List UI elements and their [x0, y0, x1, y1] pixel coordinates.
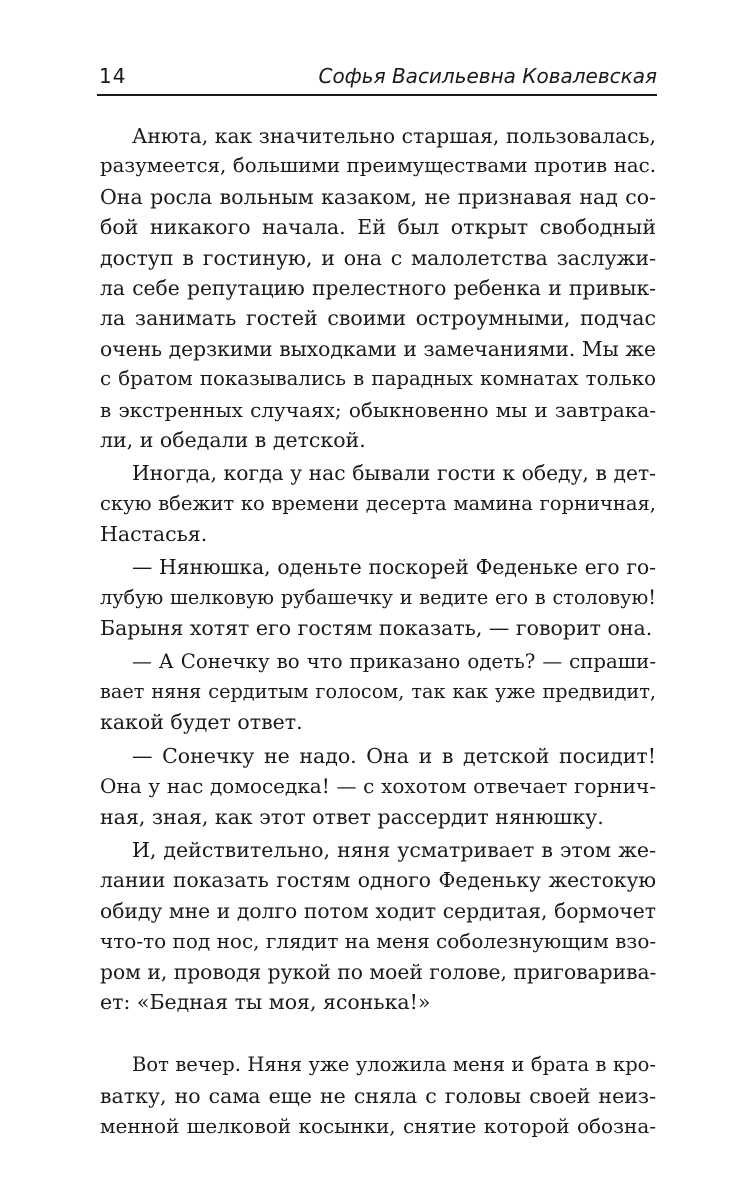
text-line: ли, и обедали в детской. [100, 427, 366, 452]
text-line: Вот вечер. Няня уже уложила меня и брата в кро- [132, 1053, 656, 1077]
paragraph [100, 552, 656, 643]
text-line: — Сонечку не надо. Она и в детской посидит! [132, 743, 656, 768]
page-header [97, 62, 657, 96]
paragraph [100, 835, 656, 1017]
text-line: в экстренных случаях; обыкновенно мы и завтрака- [100, 397, 656, 422]
text-line: Она росла вольным казаком, не признавая над со- [100, 184, 656, 209]
text-line: ла себе репутацию прелестного ребенка и привык- [100, 275, 656, 300]
text-line: Она у нас домоседка! — с хохотом отвечает горнич- [100, 774, 656, 799]
text-line: бой никакого начала. Ей был открыт свободный [100, 215, 656, 240]
paragraph [100, 121, 656, 455]
paragraph [100, 741, 656, 832]
text-line: ет: «Бедная ты моя, ясонька!» [100, 989, 431, 1014]
text-line: — Нянюшка, оденьте поскорей Феденьке его го- [132, 555, 656, 580]
text-line: лании показать гостям одного Феденьку жестокую [100, 868, 656, 893]
text-line: Настасья. [100, 522, 208, 547]
text-line: — А Сонечку во что приказано одеть? — спраши- [132, 649, 656, 673]
text-line: Анюта, как значительно старшая, пользовалась, [132, 124, 656, 148]
paragraph [100, 647, 656, 738]
text-line: Барыня хотят его гостям показать, — говорит она. [100, 616, 653, 641]
text-line: очень дерзкими выходками и замечаниями. Мы же [100, 336, 656, 361]
text-line: что-то под нос, глядит на меня соболезнующим взо- [100, 929, 657, 954]
text-line: скую вбежит ко времени десерта мамина горничная, [100, 491, 656, 515]
text-line: лубую шелковую рубашечку и ведите его в столовую! [100, 585, 656, 609]
text-line: доступ в гостиную, и она с малолетства заслужи- [100, 245, 656, 270]
text-line: какой будет ответ. [100, 710, 303, 735]
text-line: Иногда, когда у нас бывали гости к обеду, в дет- [132, 461, 656, 486]
text-line: ром и, проводя рукой по моей голове, приговарива- [100, 959, 657, 984]
text-line: ла занимать гостей своими остроумными, подчас [100, 306, 656, 331]
text-line: разумеется, большими преимуществами против нас. [100, 154, 656, 178]
text-line: вает няня сердитым голосом, так как уже предвидит, [100, 680, 656, 704]
paragraph [100, 458, 656, 549]
page-number: 14 [99, 64, 127, 88]
body-text [100, 121, 656, 1142]
text-section [100, 121, 656, 1017]
paragraph [100, 1050, 656, 1141]
text-line: И, действительно, няня усматривает в этом же- [132, 837, 656, 862]
text-line: ватку, но сама еще не сняла с головы своей неиз- [100, 1083, 656, 1108]
text-line: с братом показывались в парадных комнатах только [100, 367, 656, 391]
running-title: Софья Васильевна Ковалевская [318, 64, 657, 88]
text-section [100, 1050, 656, 1141]
text-line: ная, зная, как этот ответ рассердит нянюшку. [100, 804, 604, 829]
text-line: обиду мне и долго потом ходит сердитая, бормочет [100, 898, 656, 923]
text-line: менной шелковой косынки, снятие которой обозна- [100, 1114, 656, 1139]
